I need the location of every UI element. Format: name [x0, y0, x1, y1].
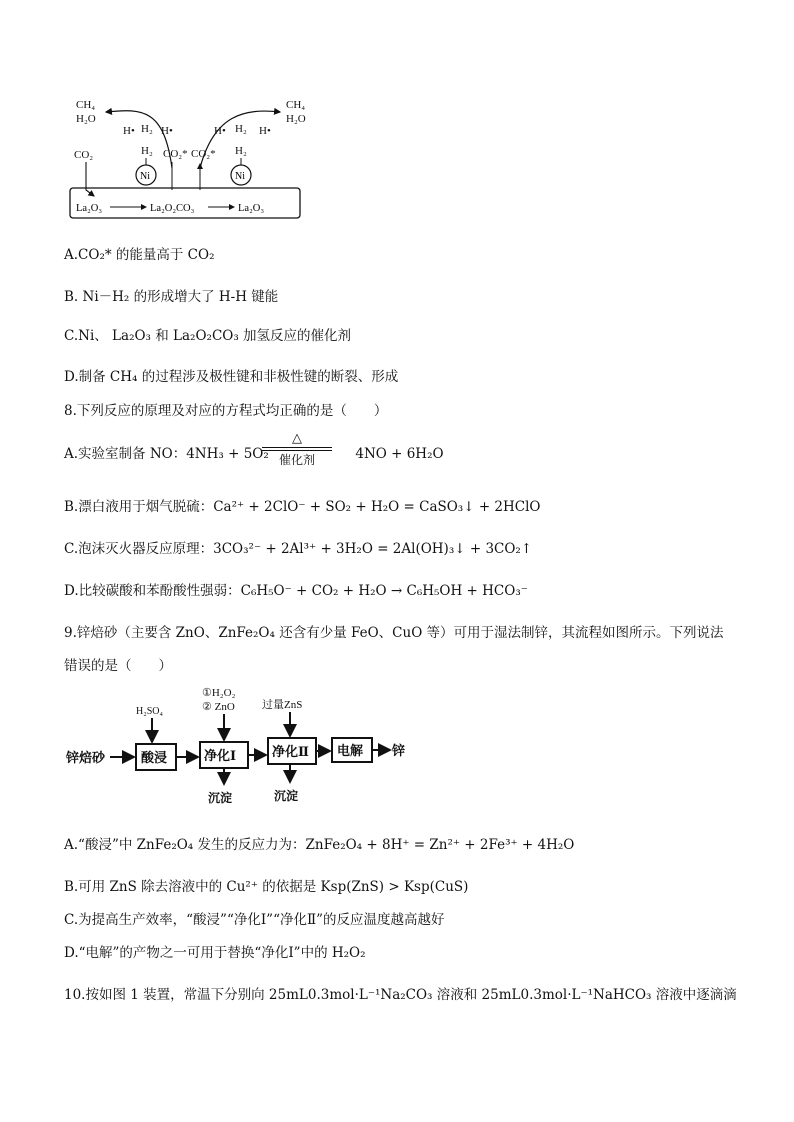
equation-equals-bar	[262, 447, 332, 451]
h2o-left-label: H₂O	[76, 113, 96, 125]
h-radical-label: H•	[259, 125, 271, 137]
ch4-right-label: CH₄	[286, 99, 306, 111]
zinc-process-flowchart	[64, 684, 424, 816]
q9-option-b: B.可用 ZnS 除去溶液中的 Cu²⁺ 的依据是 Ksp(ZnS) > Ksp(CuS)	[64, 879, 469, 895]
input-label: 锌焙砂	[66, 750, 106, 765]
ni-label: Ni	[235, 171, 245, 182]
h2-label: H₂	[235, 145, 247, 157]
la2o3-label: La₂O₃	[238, 203, 264, 214]
q8-option-a	[64, 445, 444, 463]
q8-option-b: B.漂白液用于烟气脱硫：Ca²⁺ + 2ClO⁻ + SO₂ + H₂O = CaSO₃↓ + 2HClO	[64, 499, 541, 515]
q8-stem: 8.下列反应的原理及对应的方程式均正确的是（ ）	[64, 403, 388, 419]
q7-option-a: A.CO₂* 的能量高于 CO₂	[64, 247, 215, 263]
q9-option-d: D.“电解”的产物之一可用于替换“净化Ⅰ”中的 H₂O₂	[64, 945, 366, 961]
reagent-h2o2: ①H₂O₂	[202, 687, 236, 699]
q7-option-b: B. Ni－H₂ 的形成增大了 H-H 键能	[64, 289, 279, 305]
reagent-zno: ② ZnO	[202, 701, 235, 713]
reaction-condition	[258, 432, 336, 468]
co2-star-label: CO₂*	[191, 148, 216, 160]
purify1-label: 净化Ⅰ	[204, 748, 237, 763]
output-label: 锌	[392, 743, 406, 758]
co2-star-label: CO₂*	[163, 148, 188, 160]
q9-option-a: A.“酸浸”中 ZnFe₂O₄ 发生的反应力为：ZnFe₂O₄ + 8H⁺ = Zn²⁺ + 2Fe³⁺ + 4H₂O	[64, 837, 575, 853]
ch4-left-label: CH₄	[76, 99, 96, 111]
reagent-h2so4: H₂SO₄	[136, 706, 163, 717]
q7-option-d: D.制备 CH₄ 的过程涉及极性键和非极性键的断裂、形成	[64, 369, 399, 385]
q9-option-c: C.为提高生产效率，“酸浸”“净化Ⅰ”“净化Ⅱ”的反应温度越高越好	[64, 912, 445, 928]
co2-label: CO₂	[74, 149, 94, 161]
precipitate-label: 沉淀	[274, 789, 299, 803]
h-radical-label: H•	[214, 125, 226, 137]
h2-label: H₂	[235, 123, 247, 135]
electrolysis-label: 电解	[337, 743, 364, 758]
precipitate-label: 沉淀	[208, 791, 233, 805]
acid-leach-label: 酸浸	[141, 750, 168, 765]
la2o2co3-label: La₂O₂CO₃	[150, 203, 195, 214]
q9-stem-line1: 9.锌焙砂（主要含 ZnO、ZnFe₂O₄ 还含有少量 FeO、CuO 等）可用于湿法制锌，其流程如图所示。下列说法	[64, 625, 724, 641]
q7-option-c: C.Ni、 La₂O₃ 和 La₂O₂CO₃ 加氢反应的催化剂	[64, 328, 352, 344]
q8-option-a-suffix: 4NO + 6H₂O	[355, 446, 444, 462]
la2o3-label: La₂O₃	[76, 203, 102, 214]
h-radical-label: H•	[161, 125, 173, 137]
h2o-right-label: H₂O	[286, 113, 306, 125]
q8-option-c: C.泡沫灭火器反应原理：3CO₃²⁻ + 2Al³⁺ + 3H₂O = 2Al(OH)₃↓ + 3CO₂↑	[64, 541, 533, 557]
h2-label: H₂	[141, 123, 153, 135]
q8-option-d: D.比较碳酸和苯酚酸性强弱：C₆H₅O⁻ + CO₂ + H₂O → C₆H₅OH + HCO₃⁻	[64, 583, 528, 599]
catalysis-diagram	[64, 90, 309, 222]
h-radical-label: H•	[123, 125, 135, 137]
purify2-label: 净化Ⅱ	[272, 744, 309, 759]
ni-label: Ni	[140, 171, 150, 182]
q8-option-a-prefix: A.实验室制备 NO：4NH₃ + 5O₂	[64, 446, 269, 462]
heat-symbol: △	[292, 431, 302, 446]
reagent-zns: 过量ZnS	[262, 699, 303, 711]
q9-stem-line2: 错误的是（ ）	[64, 658, 172, 674]
q10-stem: 10.按如图 1 装置，常温下分别向 25mL0.3mol·L⁻¹Na₂CO₃ 溶液和 25mL0.3mol·L⁻¹NaHCO₃ 溶液中逐滴滴	[64, 987, 737, 1003]
h2-label: H₂	[141, 145, 153, 157]
catalyst-label: 催化剂	[278, 453, 315, 467]
